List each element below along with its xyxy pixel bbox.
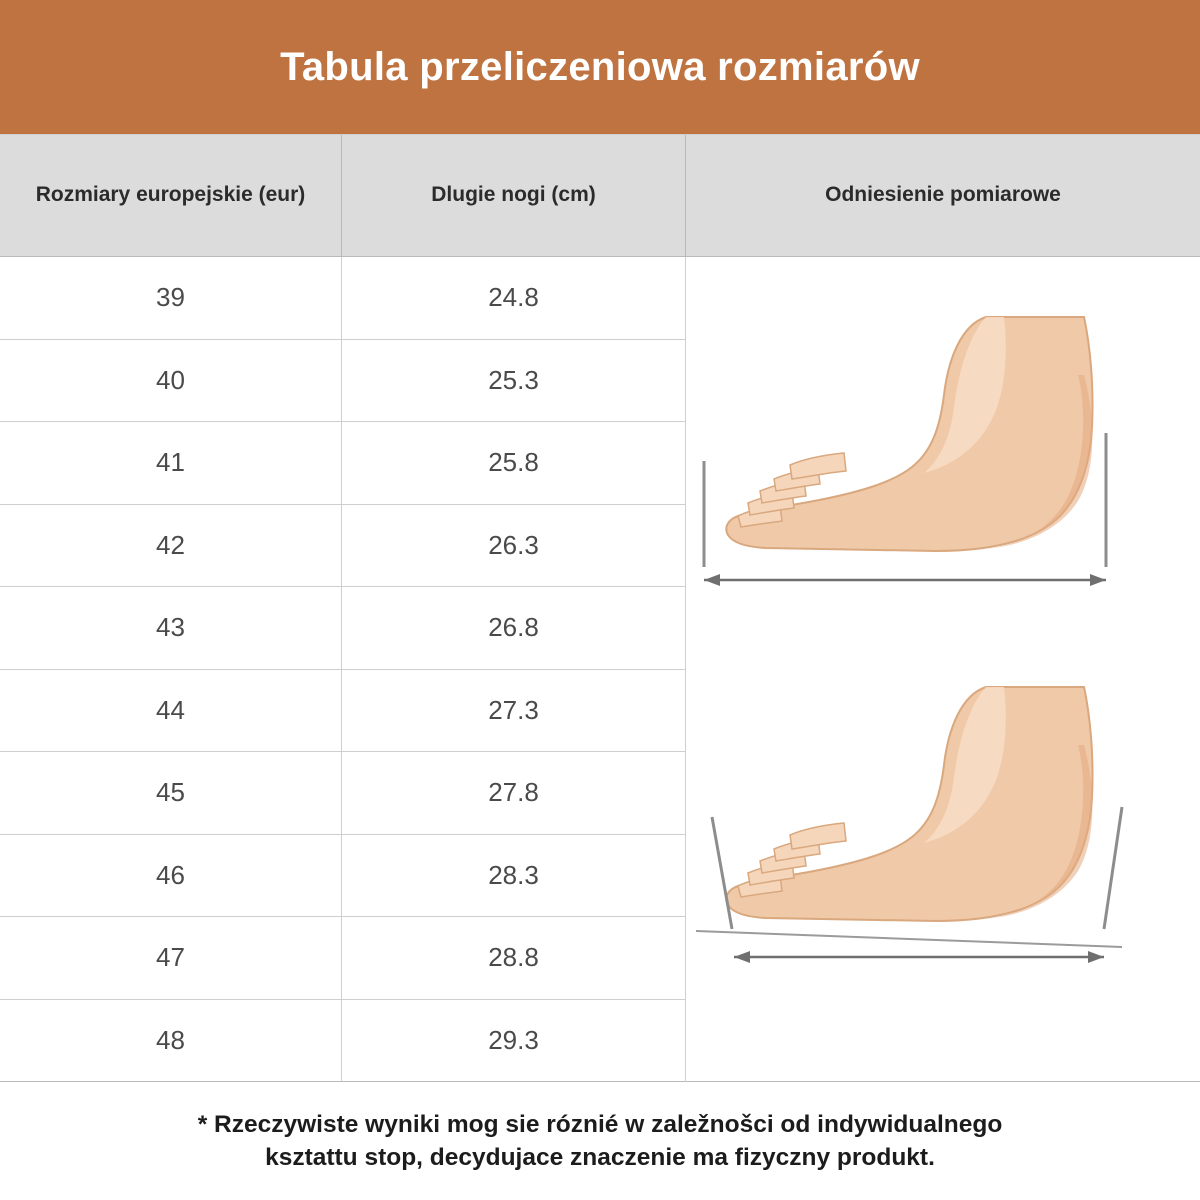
table-row — [0, 835, 685, 918]
page-title: Tabula przeliczeniowa rozmiarów — [280, 44, 920, 89]
table-row — [0, 422, 685, 505]
cell-eu-size: 41 — [0, 422, 342, 504]
cell-foot-length: 29.3 — [488, 1024, 539, 1055]
table-header-row — [0, 135, 1200, 257]
cell-eu-size: 39 — [0, 257, 342, 339]
table-row — [0, 752, 685, 835]
cell-foot-length: 25.8 — [488, 447, 539, 478]
cell-eu-size: 42 — [0, 505, 342, 587]
table-row — [0, 505, 685, 588]
column-header-measure-reference: Odniesienie pomiarowe — [825, 183, 1061, 207]
table-row — [0, 1000, 685, 1083]
cell-foot-length: 26.3 — [488, 529, 539, 560]
cell-eu-size: 45 — [0, 752, 342, 834]
table-body — [0, 257, 1200, 1082]
page-header — [0, 0, 1200, 134]
cell-eu-size: 40 — [0, 340, 342, 422]
cell-foot-length: 25.3 — [488, 364, 539, 395]
cell-foot-length: 24.8 — [488, 282, 539, 313]
table-row — [0, 917, 685, 1000]
table-row — [0, 587, 685, 670]
cell-eu-size: 44 — [0, 670, 342, 752]
cell-eu-size: 47 — [0, 917, 342, 999]
cell-foot-length: 28.3 — [488, 859, 539, 890]
size-table — [0, 134, 1200, 1082]
cell-foot-length: 27.8 — [488, 777, 539, 808]
table-row — [0, 670, 685, 753]
cell-eu-size: 48 — [0, 1000, 342, 1082]
column-header-foot-length: Dlugie nogi (cm) — [342, 135, 686, 256]
footer-note-line-2: ksztattu stop, decydujace znaczenie ma fizyczny produkt. — [265, 1144, 935, 1171]
table-rows — [0, 257, 686, 1082]
cell-measure-reference — [686, 257, 1200, 1082]
cell-foot-length: 26.8 — [488, 612, 539, 643]
footer-note-line-1: * Rzeczywiste wyniki mog sie róznié w zaležnošci od indywidualnego — [197, 1110, 1003, 1138]
table-row — [0, 340, 685, 423]
footer-note — [0, 1082, 1200, 1200]
cell-foot-length: 28.8 — [488, 942, 539, 973]
column-header-eu-size: Rozmiary europejskie (eur) — [0, 135, 342, 256]
foot-side-view-measurement-bottom — [686, 685, 1200, 1055]
cell-eu-size: 43 — [0, 587, 342, 669]
cell-eu-size: 46 — [0, 835, 342, 917]
foot-side-view-measurement-top — [686, 315, 1200, 685]
table-row — [0, 257, 685, 340]
cell-foot-length: 27.3 — [488, 694, 539, 725]
